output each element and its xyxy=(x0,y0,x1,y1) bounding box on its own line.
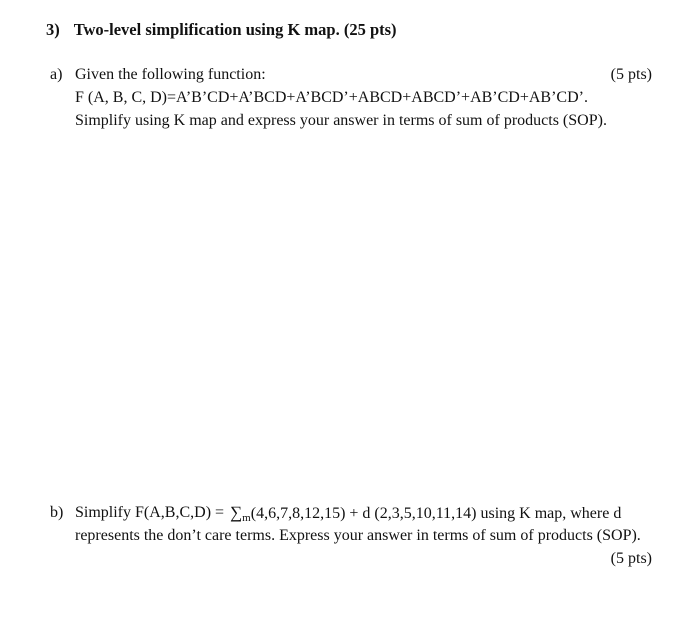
question-title: Two-level simplification using K map. (25 pts) xyxy=(73,20,397,39)
part-a-intro: Given the following function: xyxy=(75,66,266,83)
part-b-prefix: Simplify F(A,B,C,D) = xyxy=(75,504,225,521)
question-heading xyxy=(46,20,397,40)
part-b-label: b) xyxy=(50,504,64,521)
part-a-function: F (A, B, C, D)=A’B’CD+A’BCD+A’BCD’+ABCD+ABCD’+AB’CD+AB’CD’. xyxy=(75,89,588,106)
part-b-line-1 xyxy=(75,503,671,528)
part-a-label: a) xyxy=(50,66,63,83)
part-b-line-2: represents the don’t care terms. Express your answer in terms of sum of products (SOP). xyxy=(75,527,641,544)
part-b-points: (5 pts) xyxy=(610,550,652,567)
part-a-points: (5 pts) xyxy=(610,66,652,83)
summation-subscript: m xyxy=(242,512,251,524)
question-number: 3) xyxy=(46,20,60,39)
part-b-sum-expression xyxy=(224,503,671,528)
summation-symbol: ∑ xyxy=(230,503,243,522)
part-a-instruction: Simplify using K map and express your answer in terms of sum of products (SOP). xyxy=(75,112,607,129)
part-b-minterms: (4,6,7,8,12,15) + d (2,3,5,10,11,14) using K map, where d xyxy=(250,505,622,522)
